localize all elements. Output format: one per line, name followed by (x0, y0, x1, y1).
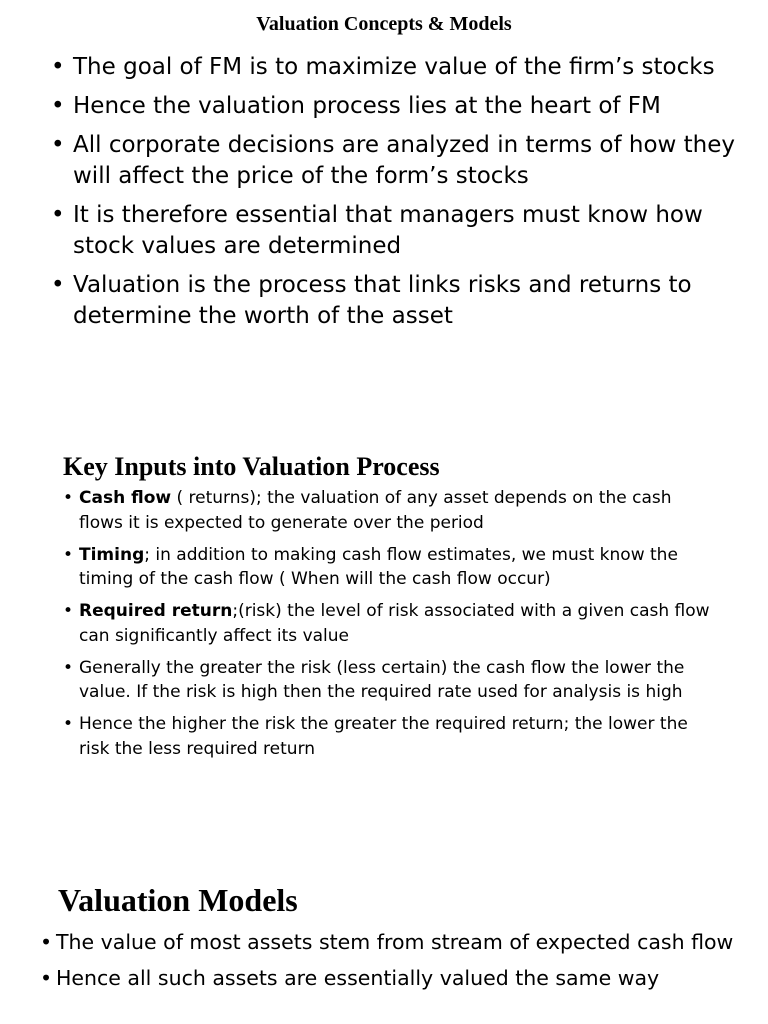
key-inputs-heading: Key Inputs into Valuation Process (63, 452, 440, 481)
page-title: Valuation Concepts & Models (256, 13, 512, 35)
list-item: • All corporate decisions are analyzed in terms of how they will affect the price of the form’s stocks (73, 130, 753, 192)
list-item: • The value of most assets stem from stream of expected cash flow (56, 929, 746, 956)
item-text: ;(risk) the level of risk associated with a given cash flow can significantly affect its value (79, 601, 710, 646)
list-item (79, 712, 719, 761)
list-item: • Valuation is the process that links risks and returns to determine the worth of the asset (73, 270, 753, 332)
list-item (79, 656, 719, 705)
item-text: ; in addition to making cash flow estimates, we must know the timing of the cash flow ( When will the cash flow occur) (79, 544, 678, 589)
item-text: ( returns); the valuation of any asset depends on the cash flows it is expected to generate over the period (79, 488, 672, 533)
list-item: • The goal of FM is to maximize value of the firm’s stocks (73, 52, 753, 83)
valuation-models-heading: Valuation Models (58, 882, 298, 918)
term-label: Cash flow (79, 488, 172, 508)
list-item (79, 599, 719, 648)
list-item (79, 543, 719, 592)
item-text: Generally the greater the risk (less certain) the cash flow the lower the value. If the risk is high then the required rate used for analysis is high (79, 657, 685, 702)
list-item: • Hence the valuation process lies at the heart of FM (73, 91, 753, 122)
list-item (79, 486, 719, 535)
term-label: Timing (79, 544, 145, 565)
term-label: Required return (79, 601, 233, 621)
valuation-concepts-list (73, 52, 753, 340)
item-text: Hence the higher the risk the greater the required return; the lower the risk the less required return (79, 714, 688, 759)
key-inputs-list (79, 486, 719, 769)
list-item: • Hence all such assets are essentially valued the same way (56, 965, 746, 992)
valuation-models-list (56, 929, 746, 1001)
list-item: • It is therefore essential that managers must know how stock values are determined (73, 200, 753, 262)
